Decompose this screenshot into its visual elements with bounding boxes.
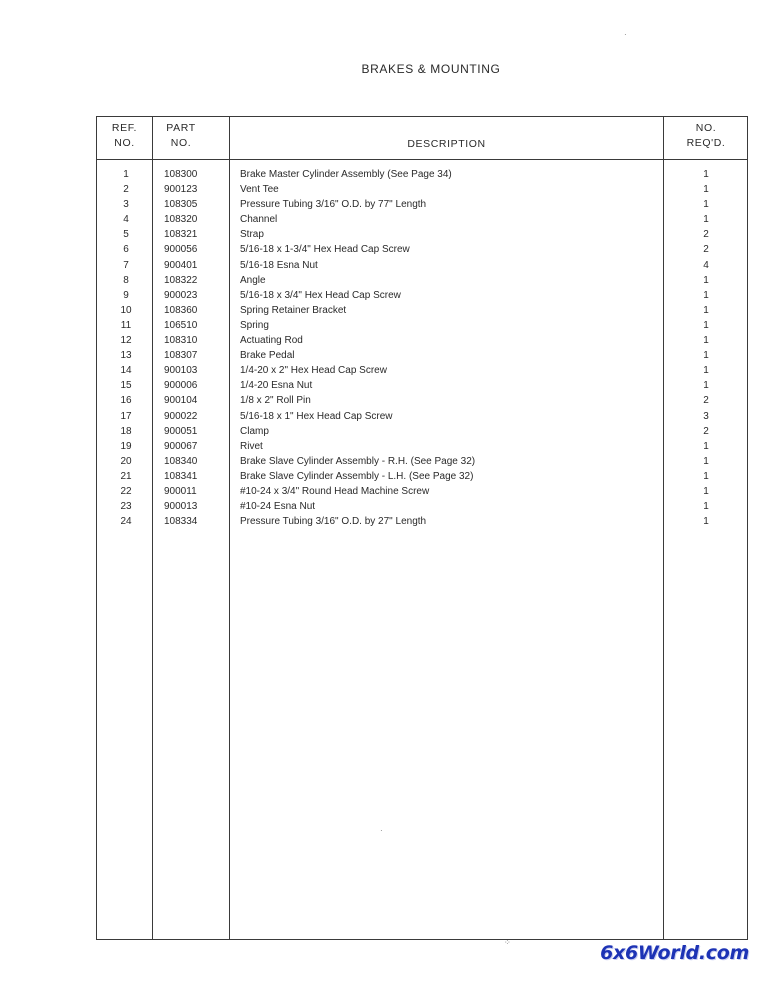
- quantity-cell: 1: [703, 440, 709, 452]
- table-row: [97, 303, 747, 318]
- description-cell: Pressure Tubing 3/16" O.D. by 77" Length: [240, 199, 427, 211]
- quantity-cell: 3: [703, 410, 709, 422]
- header-divider: [97, 159, 747, 160]
- part-number-cell: 900104: [164, 395, 198, 407]
- part-number-cell: 108307: [164, 350, 198, 362]
- table-row: [97, 333, 747, 348]
- part-number-cell: 900011: [164, 485, 197, 497]
- description-cell: Angle: [240, 274, 266, 286]
- description-cell: Rivet: [240, 440, 263, 452]
- part-number-cell: 108341: [164, 470, 198, 482]
- part-number-cell: 106510: [164, 319, 198, 331]
- ref-cell: 11: [120, 319, 132, 331]
- ref-cell: 22: [120, 485, 132, 497]
- description-cell: #10-24 x 3/4" Round Head Machine Screw: [240, 485, 430, 497]
- part-number-cell: 900006: [164, 380, 198, 392]
- description-cell: 1/8 x 2" Roll Pin: [240, 395, 311, 407]
- header-part: PART NO.: [166, 122, 196, 149]
- quantity-cell: 1: [703, 319, 709, 331]
- quantity-cell: 1: [703, 501, 709, 513]
- description-cell: Actuating Rod: [240, 335, 303, 347]
- part-number-cell: 108310: [164, 335, 198, 347]
- quantity-cell: 1: [703, 304, 709, 316]
- description-cell: 5/16-18 Esna Nut: [240, 259, 318, 271]
- part-number-cell: 900067: [164, 440, 198, 452]
- quantity-cell: 2: [703, 244, 709, 256]
- quantity-cell: 1: [703, 365, 709, 377]
- ref-cell: 10: [120, 304, 132, 316]
- ref-cell: 17: [120, 410, 132, 422]
- description-cell: Brake Slave Cylinder Assembly - R.H. (See Page 32): [240, 455, 476, 467]
- quantity-cell: 1: [703, 335, 709, 347]
- ref-cell: 3: [123, 199, 129, 211]
- header-description: DESCRIPTION: [407, 138, 486, 150]
- quantity-cell: 1: [703, 274, 709, 286]
- table-row: [97, 288, 747, 303]
- description-cell: 5/16-18 x 1" Hex Head Cap Screw: [240, 410, 393, 422]
- ref-cell: 4: [123, 214, 129, 226]
- table-row: [97, 469, 747, 484]
- table-row: [97, 273, 747, 288]
- quantity-cell: 2: [703, 229, 709, 241]
- quantity-cell: 1: [703, 516, 709, 528]
- description-cell: Vent Tee: [240, 184, 279, 196]
- table-row: [97, 182, 747, 197]
- ref-cell: 24: [120, 516, 132, 528]
- table-row: [97, 197, 747, 212]
- part-number-cell: 900123: [164, 184, 198, 196]
- part-number-cell: 900056: [164, 244, 198, 256]
- table-row: [97, 363, 747, 378]
- quantity-cell: 1: [703, 199, 709, 211]
- table-row: [97, 514, 747, 529]
- quantity-cell: 1: [703, 455, 709, 467]
- table-row: [97, 424, 747, 439]
- description-cell: Spring Retainer Bracket: [240, 304, 347, 316]
- table-row: [97, 378, 747, 393]
- table-row: [97, 242, 747, 257]
- quantity-cell: 1: [703, 169, 709, 180]
- quantity-cell: 2: [703, 395, 709, 407]
- ref-cell: 2: [123, 184, 129, 196]
- ref-cell: 18: [120, 425, 132, 437]
- quantity-cell: 1: [703, 380, 709, 392]
- header-qty: NO. REQ'D.: [686, 122, 726, 149]
- table-row: [97, 227, 747, 242]
- part-number-cell: 108300: [164, 169, 198, 180]
- watermark-logo: 6x6World.com: [600, 942, 749, 964]
- table-row: [97, 167, 747, 182]
- table-row: [97, 484, 747, 499]
- header-ref: REF. NO.: [111, 122, 138, 149]
- quantity-cell: 2: [703, 425, 709, 437]
- part-number-cell: 108340: [164, 455, 198, 467]
- part-number-cell: 900013: [164, 501, 198, 513]
- part-number-cell: 108322: [164, 274, 198, 286]
- ref-cell: 13: [120, 350, 132, 362]
- description-cell: Pressure Tubing 3/16" O.D. by 27" Length: [240, 516, 427, 528]
- ref-cell: 5: [123, 229, 129, 241]
- part-number-cell: 900103: [164, 365, 198, 377]
- ref-cell: 6: [123, 244, 129, 256]
- ref-cell: 1: [123, 169, 129, 180]
- description-cell: Brake Master Cylinder Assembly (See Page 34): [240, 169, 452, 180]
- table-row: [97, 439, 747, 454]
- ref-cell: 15: [120, 380, 132, 392]
- scan-speck: ⁘: [504, 938, 511, 947]
- ref-cell: 14: [120, 365, 132, 377]
- ref-cell: 9: [123, 289, 129, 301]
- quantity-cell: 1: [703, 485, 709, 497]
- parts-table: [96, 116, 748, 940]
- quantity-cell: 1: [703, 289, 709, 301]
- part-number-cell: 900023: [164, 289, 198, 301]
- table-row: [97, 454, 747, 469]
- table-row: [97, 499, 747, 514]
- quantity-cell: 1: [703, 214, 709, 226]
- ref-cell: 7: [123, 259, 129, 271]
- part-number-cell: 108320: [164, 214, 198, 226]
- description-cell: #10-24 Esna Nut: [240, 501, 316, 513]
- description-cell: Brake Pedal: [240, 350, 295, 362]
- table-row: [97, 212, 747, 227]
- scan-speck: ·: [380, 826, 383, 835]
- table-row: [97, 393, 747, 408]
- ref-cell: 21: [120, 470, 132, 482]
- ref-cell: 8: [123, 274, 129, 286]
- quantity-cell: 1: [703, 470, 709, 482]
- description-cell: Brake Slave Cylinder Assembly - L.H. (See Page 32): [240, 470, 474, 482]
- page-title: BRAKES & MOUNTING: [361, 62, 501, 76]
- table-body: [97, 167, 747, 529]
- table-row: [97, 258, 747, 273]
- description-cell: 5/16-18 x 1-3/4" Hex Head Cap Screw: [240, 244, 410, 256]
- table-row: [97, 409, 747, 424]
- part-number-cell: 900051: [164, 425, 198, 437]
- description-cell: Strap: [240, 229, 264, 241]
- ref-cell: 19: [120, 440, 132, 452]
- table-row: [97, 348, 747, 363]
- description-cell: Channel: [240, 214, 278, 226]
- part-number-cell: 900022: [164, 410, 198, 422]
- quantity-cell: 1: [703, 350, 709, 362]
- part-number-cell: 900401: [164, 259, 198, 271]
- scan-speck: ·: [624, 30, 627, 39]
- description-cell: Clamp: [240, 425, 269, 437]
- part-number-cell: 108334: [164, 516, 198, 528]
- quantity-cell: 1: [703, 184, 709, 196]
- description-cell: 5/16-18 x 3/4" Hex Head Cap Screw: [240, 289, 401, 301]
- ref-cell: 12: [120, 335, 132, 347]
- quantity-cell: 4: [703, 259, 709, 271]
- part-number-cell: 108360: [164, 304, 198, 316]
- ref-cell: 20: [120, 455, 132, 467]
- ref-cell: 16: [120, 395, 132, 407]
- table-row: [97, 318, 747, 333]
- description-cell: 1/4-20 x 2" Hex Head Cap Screw: [240, 365, 387, 377]
- description-cell: 1/4-20 Esna Nut: [240, 380, 313, 392]
- ref-cell: 23: [120, 501, 132, 513]
- description-cell: Spring: [240, 319, 269, 331]
- part-number-cell: 108321: [164, 229, 198, 241]
- part-number-cell: 108305: [164, 199, 198, 211]
